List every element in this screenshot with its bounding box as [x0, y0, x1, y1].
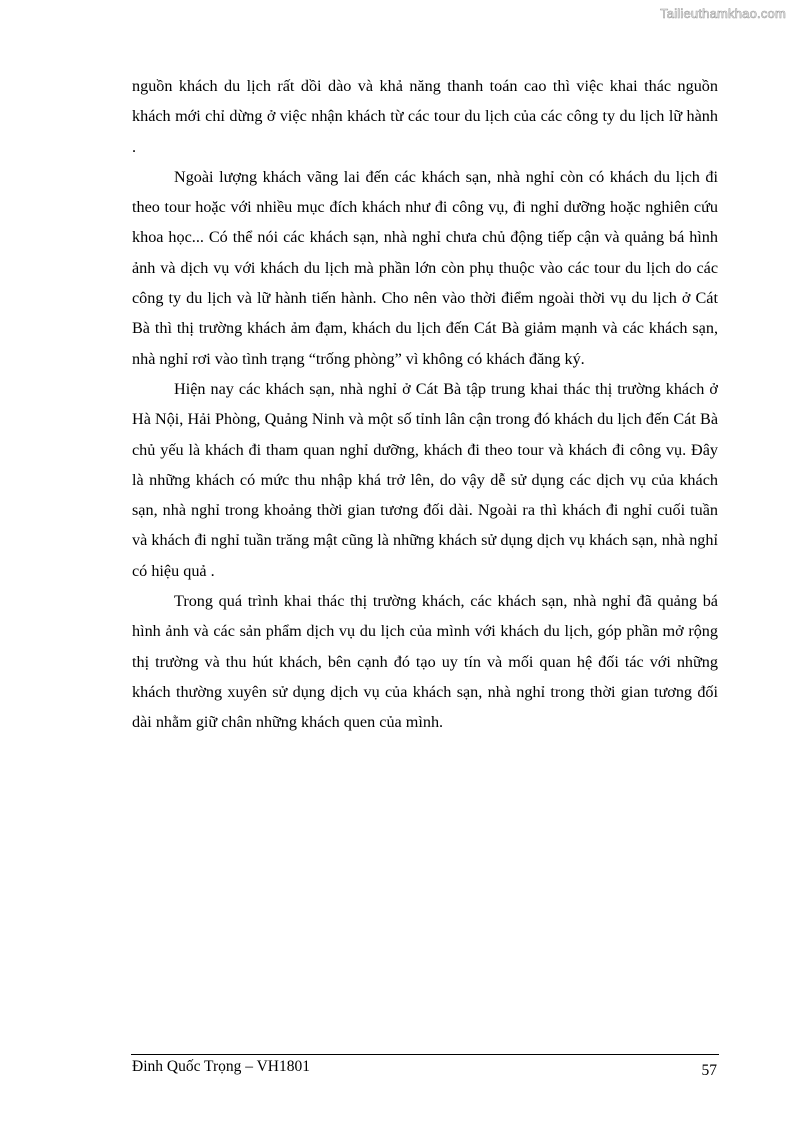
paragraph-1: nguồn khách du lịch rất dồi dào và khả năng thanh toán cao thì việc khai thác nguồn khách mới chỉ dừng ở việc nhận khách từ các tour du lịch của các công ty du lịch lữ hành . [132, 77, 718, 156]
footer-divider [131, 1054, 719, 1055]
page-number: 57 [701, 1062, 717, 1079]
paragraph-4: Trong quá trình khai thác thị trường khách, các khách sạn, nhà nghỉ đã quảng bá hình ảnh và các sản phẩm dịch vụ du lịch của mình với khách du lịch, góp phần mở rộng thị trường và thu hút khách, bên cạnh đó tạo uy tín và mối quan hệ đối tác với những khách thường xuyên sử dụng dịch vụ của khách sạn, nhà nghỉ trong thời gian tương đối dài nhằm giữ chân những khách quen của mình. [132, 592, 718, 732]
paragraph-3: Hiện nay các khách sạn, nhà nghỉ ở Cát Bà tập trung khai thác thị trường khách ở Hà Nội, Hải Phòng, Quảng Ninh và một số tỉnh lân cận trong đó khách du lịch đến Cát Bà chủ yếu là khách đi tham quan nghỉ dưỡng, khách đi theo tour và khách đi công vụ. Đây là những khách có mức thu nhập khá trở lên, do vậy dễ sử dụng các dịch vụ của khách sạn, nhà nghỉ trong khoảng thời gian tương đối dài. Ngoài ra thì khách đi nghỉ cuối tuần và khách đi nghỉ tuần trăng mật cũng là những khách sử dụng dịch vụ khách sạn, nhà nghỉ có hiệu quả . [132, 379, 718, 580]
watermark-text: Tailieuthamkhao.com [660, 6, 786, 21]
paragraph-2: Ngoài lượng khách vãng lai đến các khách sạn, nhà nghỉ còn có khách du lịch đi theo tour hoặc với nhiều mục đích khách như đi công vụ, đi nghỉ dưỡng hoặc nghiên cứu khoa học... Có thể nói các khách sạn, nhà nghỉ chưa chủ động tiếp cận và quảng bá hình ảnh và dịch vụ với khách du lịch mà phần lớn còn phụ thuộc vào các tour du lịch do các công ty du lịch và lữ hành tiến hành. Cho nên vào thời điểm ngoài thời vụ du lịch ở Cát Bà thì thị trường khách ảm đạm, khách du lịch đến Cát Bà giảm mạnh và các khách sạn, nhà nghỉ rơi vào tình trạng “trống phòng” vì không có khách đăng ký. [132, 167, 718, 368]
footer-author: Đinh Quốc Trọng – VH1801 [132, 1058, 310, 1075]
document-body [132, 71, 718, 738]
